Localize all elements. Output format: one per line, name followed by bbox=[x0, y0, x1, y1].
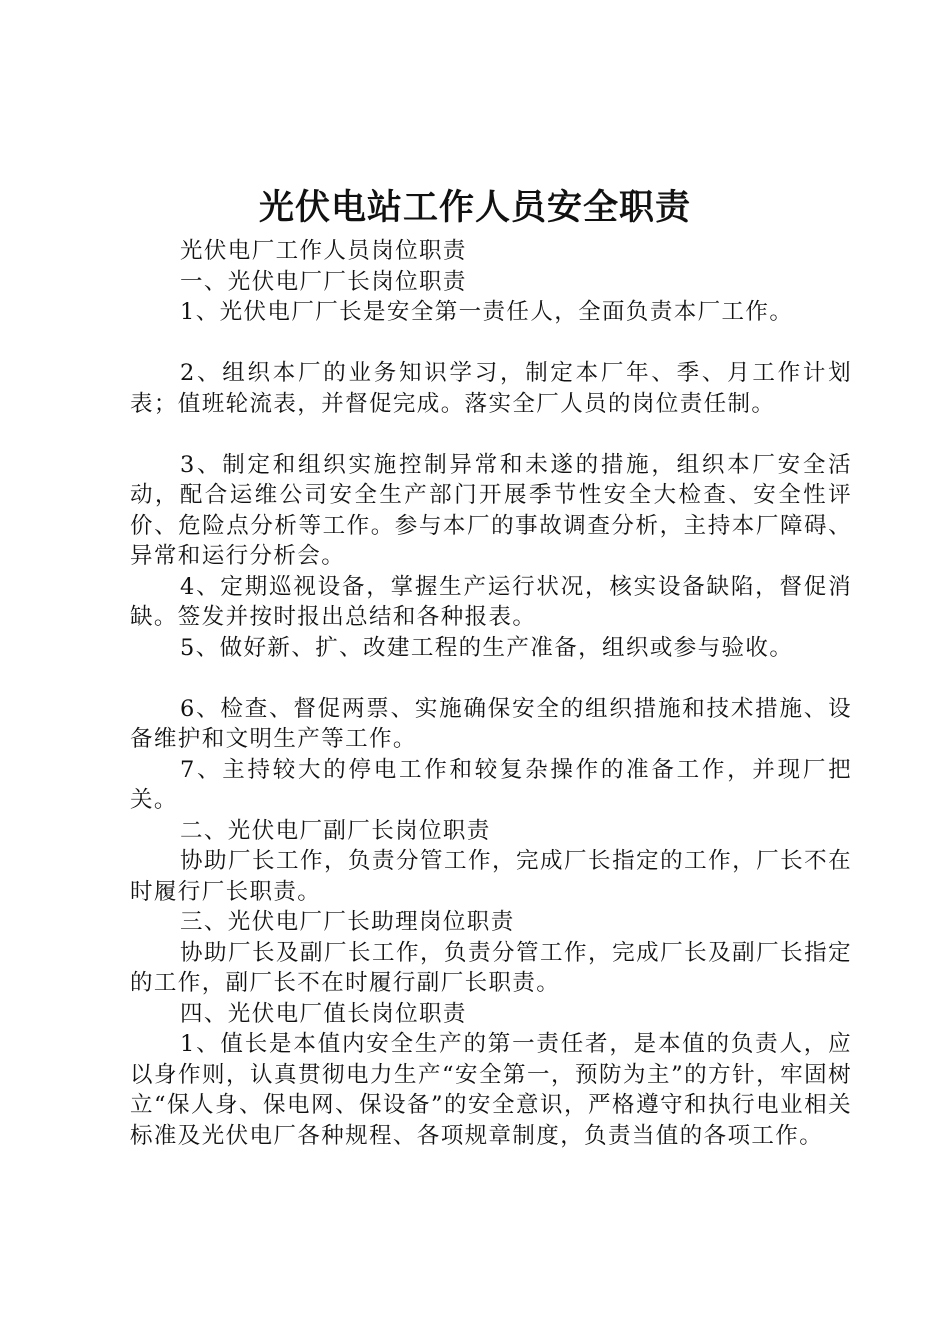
paragraph-item: 6、检查、督促两票、实施确保安全的组织措施和技术措施、设备维护和文明生产等工作。 bbox=[130, 695, 852, 752]
paragraph-item: 协助厂长及副厂长工作，负责分管工作，完成厂长及副厂长指定的工作，副厂长不在时履行副厂长职责。 bbox=[130, 939, 852, 996]
paragraph-item: 1、光伏电厂厂长是安全第一责任人，全面负责本厂工作。 bbox=[180, 299, 794, 325]
paragraph-item: 3、制定和组织实施控制异常和未遂的措施，组织本厂安全活动，配合运维公司安全生产部门开展季节性安全大检查、安全性评价、危险点分析等工作。参与本厂的事故调查分析，主持本厂障碍、异常和运行分析会。 bbox=[130, 451, 852, 569]
paragraph-item: 协助厂长工作，负责分管工作，完成厂长指定的工作，厂长不在时履行厂长职责。 bbox=[130, 848, 852, 905]
document-title: 光伏电站工作人员安全职责 bbox=[258, 187, 691, 228]
paragraph-item: 7、主持较大的停电工作和较复杂操作的准备工作，并现厂把关。 bbox=[130, 756, 852, 813]
paragraph-section-2: 二、光伏电厂副厂长岗位职责 bbox=[180, 817, 491, 844]
paragraph-item: 1、值长是本值内安全生产的第一责任者，是本值的负责人，应以身作则，认真贯彻电力生产“安全第一，预防为主”的方针，牢固树立“保人身、保电网、保设备”的安全意识，严格遵守和执行电业相关标准及光伏电厂各种规程、各项规章制度，负责当值的各项工作。 bbox=[130, 1031, 852, 1149]
paragraph-item: 5、做好新、扩、改建工程的生产准备，组织或参与验收。 bbox=[180, 634, 794, 661]
paragraph-section-3: 三、光伏电厂厂长助理岗位职责 bbox=[180, 909, 515, 935]
paragraph-section-1: 一、光伏电厂厂长岗位职责 bbox=[180, 268, 467, 295]
paragraph-item: 2、组织本厂的业务知识学习，制定本厂年、季、月工作计划表；值班轮流表，并督促完成。落实全厂人员的岗位责任制。 bbox=[130, 360, 852, 417]
paragraph-section-4: 四、光伏电厂值长岗位职责 bbox=[180, 1000, 467, 1027]
paragraph-heading: 光伏电厂工作人员岗位职责 bbox=[180, 238, 467, 264]
paragraph-item: 4、定期巡视设备，掌握生产运行状况，核实设备缺陷，督促消缺。签发并按时报出总结和各种报表。 bbox=[130, 573, 852, 630]
document-body bbox=[130, 236, 852, 1151]
